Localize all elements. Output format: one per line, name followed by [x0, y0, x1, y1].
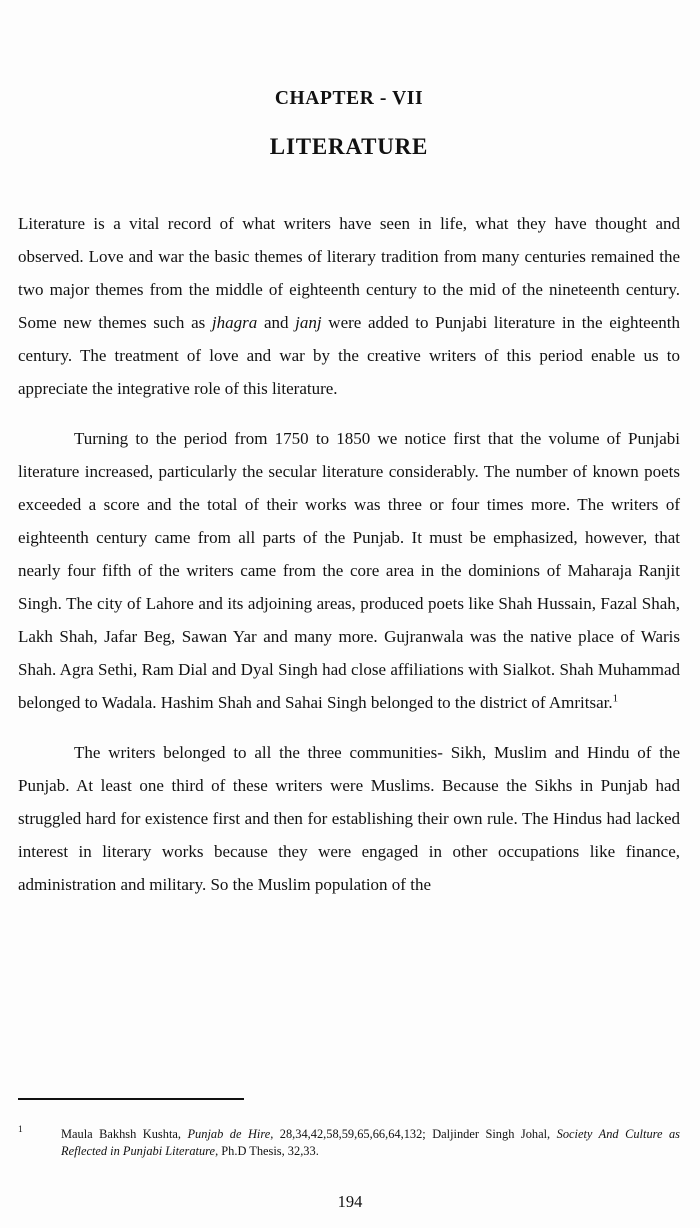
paragraph [18, 422, 680, 719]
paragraph-text: The writers belonged to all the three communities- Sikh, Muslim and Hindu of the Punjab. At least one third of these writers were Muslims. Because the Sikhs in Punjab had struggled hard for existence first and then for establishing their own rule. The Hindus had lacked interest in literary works because they were engaged in other occupations like finance, administration and military. So the Muslim population of the [18, 742, 680, 894]
page-title: LITERATURE [269, 134, 429, 160]
footnote-area [18, 1098, 680, 1160]
footnote-separator-rule [18, 1098, 244, 1100]
paragraph [18, 207, 680, 405]
paragraph-text: and [257, 312, 296, 332]
footnote-marker: 1 [18, 1125, 23, 1135]
paragraph-text: Turning to the period from 1750 to 1850 we notice first that the volume of Punjabi literature increased, particularly the secular literature considerably. The number of known poets exceeded a score and the total of their works was three or four times more. The writers of eighteenth century came from all parts of the Punjab. It must be emphasized, however, that nearly four fifth of the writers came from the core area in the dominions of Maharaja Ranjit Singh. The city of Lahore and its adjoining areas, produced poets like Shah Hussain, Fazal Shah, Lakh Shah, Jafar Beg, Sawan Yar and many more. Gujranwala was the native place of Waris Shah. Agra Sethi, Ram Dial and Dyal Singh had close affiliations with Sialkot. Shah Muhammad belonged to Wadala. Hashim Shah and Sahai Singh belonged to the district of Amritsar. [18, 428, 680, 712]
body-text [18, 160, 680, 901]
footnote-reference: 1 [612, 692, 619, 705]
footnote-text: , 28,34,42,58,59,65,66,64,132; Daljinder Singh Johal, [270, 1127, 557, 1141]
cited-title: Society And Culture as Reflected in Punjabi Literature [61, 1127, 681, 1158]
paragraph [18, 736, 680, 901]
page-number: 194 [337, 1192, 363, 1211]
emphasized-term: janj [295, 312, 322, 332]
paragraph-text: were added to Punjabi literature in the eighteenth century. The treatment of love and war by the creative writers of this period enable us to appreciate the integrative role of this literature. [18, 312, 680, 398]
cited-title: Punjab de Hire [187, 1127, 271, 1141]
page-content [18, 0, 680, 901]
paragraph-text: Literature is a vital record of what writers have seen in life, what they have thought and observed. Love and war the basic themes of literary tradition from many centuries remained the two major themes from the middle of eighteenth century to the mid of the nineteenth century. Some new themes such as [18, 213, 680, 332]
emphasized-term: jhagra [211, 312, 258, 332]
footnote-text: Maula Bakhsh Kushta, [61, 1127, 188, 1141]
chapter-heading: CHAPTER - VII [274, 88, 424, 109]
footnote-text: , Ph.D Thesis, 32,33. [215, 1144, 319, 1158]
footnote-item [18, 1126, 680, 1160]
